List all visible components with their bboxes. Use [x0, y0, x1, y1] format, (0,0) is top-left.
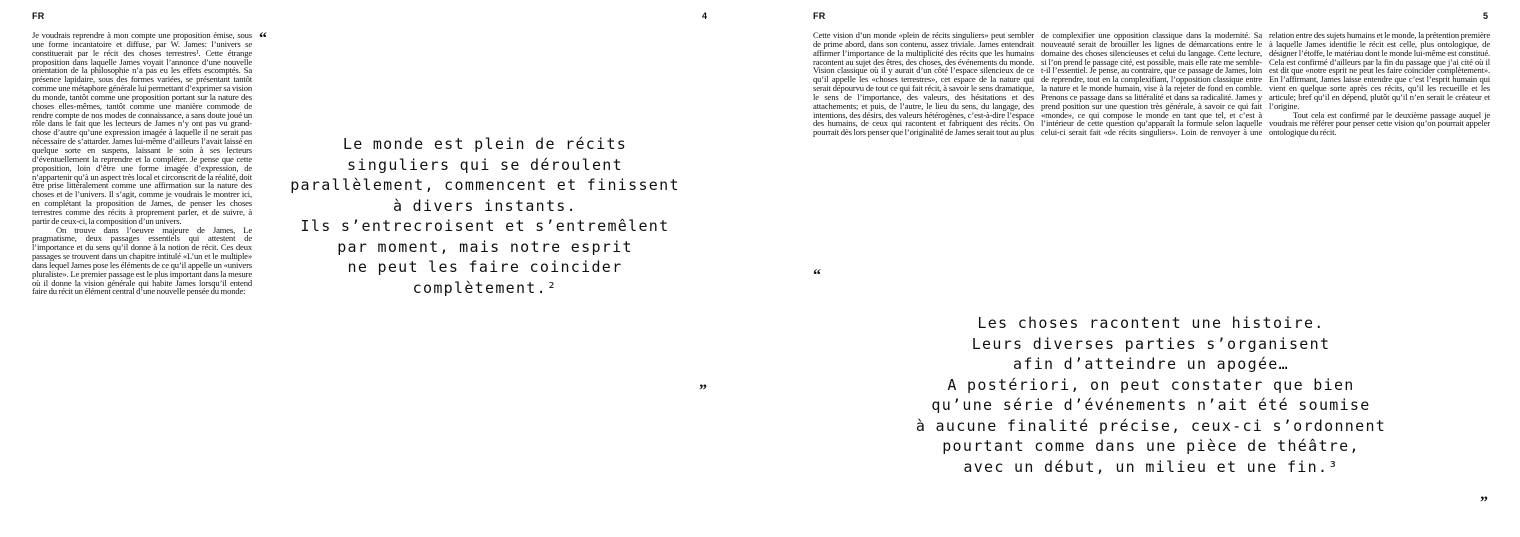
paragraph: Tout cela est confirmé par le deuxième passage auquel je voudrais me référer pour penser cette vision qu’on pourrait appeler ontologique du récit.: [1269, 109, 1490, 138]
body-text-column: [32, 31, 252, 296]
body-text-columns: [813, 31, 1490, 183]
paragraph: On trouve dans l’oeuvre majeure de James, Le pragmatisme, deux passages essentiels qui attestent de l’importance et du sens qu’il donne à la notion de récit. Ces deux passages se trouvent dans un chapitre intitulé «L’un et le multiple» dans lequel James pose les éléments de ce qu’il appelle un «univers pluraliste». Le premier passage est le plus important dans la mesure où il donne la vision générale qui habite James lorsqu’il entend faire du récit un élément central d’une nouvelle pensée du monde:: [32, 224, 252, 297]
open-quote-mark: “: [813, 267, 821, 284]
close-quote-mark: ”: [1480, 494, 1488, 511]
block-quote: Le monde est plein de récits singuliers qui se déroulent parallèlement, commencent et finissent à divers instants. Ils s’entrecroisent et s’entremêlent par moment, mais notre esprit ne peut les faire coincider complètement.²: [290, 135, 680, 297]
open-quote-mark: “: [259, 30, 267, 47]
paragraph: Cette vision d’un monde «plein de récits singuliers» peut sembler de prime abord, dans son contenu, assez triviale. James entendrait affirmer l’importance de la multiplicité des récits que les humains racontent au sujet des êtres, des choses, des événements du monde. Vision classique où il y aurait d’un côté l’espace silencieux de ce qu’il appelle les «choses terrestres», cet espace de la nature qui serait dépourvu de tout ce qui fait récit, à savoir le sens dramatique, le sens de l’importance, des valeurs, des hésitations et des attachements; et puis, de l’autre, le lieu du sens, du langage, des intentions, des désirs, des valeurs hétérogènes, c’est-à-dire l’espace des humains, de ceux qui racontent et fabriquent des récits. On pourrait dès lors penser que l’originalité de James serait tout au plus de complexifier une opposition classique dans la modernité. Sa nouveauté serait de brouiller les lignes de démarcations entre le domaine des choses silencieuses et celui du langage. Cette lecture, si l’on prend le passage cité, est possible, mais elle rate me semble-t-il l’essentiel. Je pense, au contraire, que ce passage de James, loin de reprendre, tout en la complexifiant, l’opposition classique entre la nature et le monde humain, vise à la rejeter de fond en comble. Prenons ce passage dans sa littéralité et dans sa radicalité. James y prend position sur une question très générale, à savoir ce qui fait «monde», ce qui compose le monde en tant que tel, et c’est à l’intérieur de cette question qu’apparaît la formule selon laquelle celui-ci serait fait «de récits singuliers». Loin de renvoyer à une relation entre des sujets humains et le monde, la prétention première à laquelle James identifie le récit est celle, plus ontologique, de désigner l’étoffe, le matériau dont le monde lui-même est constitué. Cela est confirmé d’ailleurs par la fin du passage que j’ai cité où il est dit que «notre esprit ne peut les faire coincider complètement». En l’affirmant, James laisse entendre que c’est l’esprit humain qui vient en quelque sorte après ces récits, qu’il les recueille et les articule; bref qu’il en dépend, plutôt qu’il n’en serait le créateur et l’origine.: [813, 30, 1490, 138]
language-label: FR: [32, 11, 45, 21]
paragraph: Je voudrais reprendre à mon compte une proposition émise, sous une forme incantatoire et diffuse, par W. James: l’univers se constituerait par le récit des choses terrestres¹. Cette étrange proposition dans laquelle James voyait l’annonce d’une nouvelle orientation de la philosophie n’a pas eu les effets escomptés. Sa présence lapidaire, sous des formes variées, se présentant tantôt comme une métaphore générale lui permettant d’exprimer sa vision du monde, tantôt comme une proposition portant sur la nature des choses elles-mêmes, tantôt comme une manière commode de rendre compte de nos modes de connaissance, a sans doute joué un rôle dans le fait que les lecteurs de James n’y ont pas vu grand-chose d’autre qu’une expression imagée à laquelle il ne serait pas nécessaire de s’attarder. James lui-même d’ailleurs l’avait laissé en quelque sorte en suspens, laissant le soin à ses lecteurs d’éventuellement la reprendre et la compléter. Je pense que cette proposition, loin d’être une forme imagée d’expression, de n’appartenir qu’à un aspect très local et circonscrit de la réalité, doit être prise littéralement comme une affirmation sur la nature des choses et de l’univers. Il s’agit, comme je voudrais le montrer ici, en complétant la proposition de James, de penser les choses terrestres comme des récits à proprement parler, et de suivre, à partir de ceux-ci, la composition d’un univers.: [32, 30, 252, 226]
close-quote-mark: ”: [699, 382, 707, 399]
page-number: 5: [1483, 11, 1489, 21]
page-number: 4: [702, 11, 708, 21]
language-label: FR: [813, 11, 826, 21]
block-quote: Les choses racontent une histoire. Leurs diverses parties s’organisent afin d’atteindre un apogée… A postériori, on peut constater que bien qu’une série d’événements n’ait été soumise à aucune finalité précise, ceux-ci s’ordonnent pourtant comme dans une pièce de théâtre, avec un début, un milieu et une fin.³: [915, 314, 1387, 476]
